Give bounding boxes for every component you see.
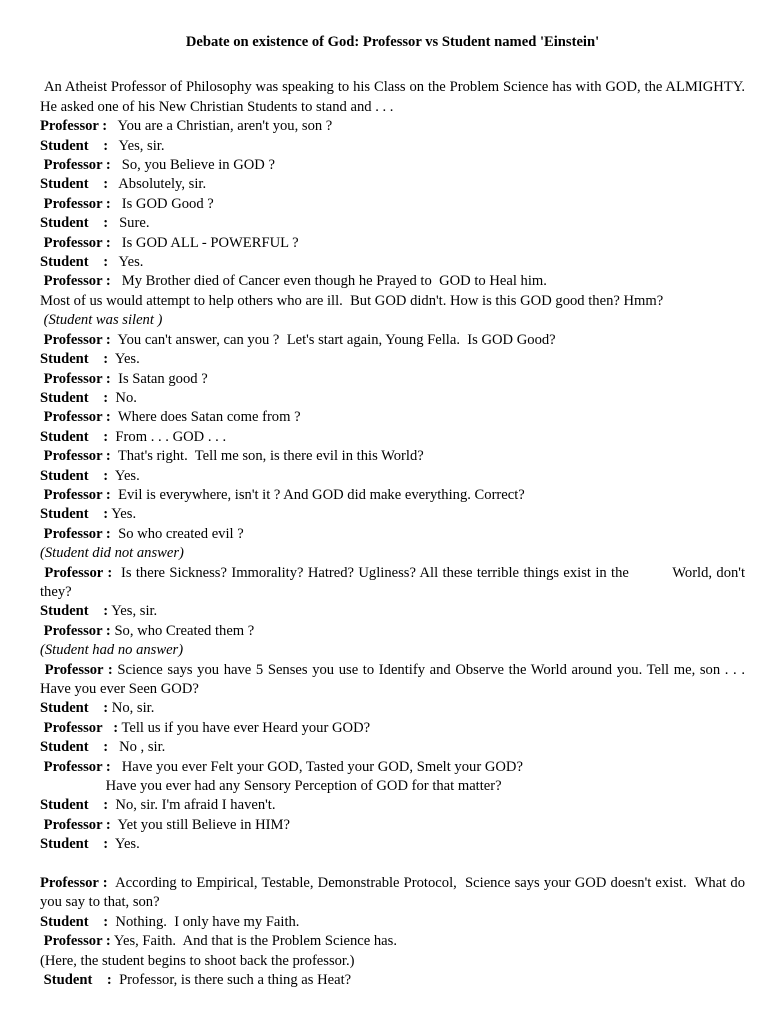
dialogue-text: Have you ever had any Sensory Perception of GOD for that matter?	[40, 778, 502, 795]
dialogue-text: That's right. Tell me son, is there evil in this World?	[110, 448, 424, 465]
dialogue-line	[40, 952, 745, 971]
blank-line	[40, 855, 745, 874]
dialogue-text: So, who Created them ?	[110, 622, 255, 639]
speaker-label: Student :	[40, 506, 109, 523]
dialogue-line	[40, 292, 745, 311]
dialogue-text: So who created evil ?	[110, 525, 244, 542]
dialogue-text: No , sir.	[108, 739, 166, 756]
dialogue-line	[40, 389, 745, 408]
speaker-label: Professor :	[40, 273, 111, 290]
stage-note: (Student was silent )	[40, 312, 163, 329]
document-title: Debate on existence of God: Professor vs Student named 'Einstein'	[185, 34, 600, 50]
dialogue-text: Yes.	[108, 467, 140, 484]
dialogue-line	[40, 350, 745, 369]
dialogue-text: Yet you still Believe in HIM?	[110, 816, 290, 833]
speaker-label: Professor :	[40, 525, 111, 542]
dialogue-text: Is there Sickness? Immorality? Hatred? Ugliness? All these terrible things exist in the World, don't they?	[40, 564, 749, 600]
speaker-label: Professor :	[40, 486, 111, 503]
speaker-label: Professor :	[40, 118, 108, 135]
speaker-label: Student :	[40, 254, 109, 271]
dialogue-line	[40, 175, 745, 194]
speaker-label: Student :	[40, 700, 109, 717]
dialogue-line	[40, 505, 745, 524]
dialogue-text: Nothing. I only have my Faith.	[108, 913, 300, 930]
dialogue-line	[40, 544, 745, 563]
dialogue-line	[40, 234, 745, 253]
dialogue-line	[40, 641, 745, 660]
intro-paragraph: An Atheist Professor of Philosophy was speaking to his Class on the Problem Science has with GOD, the ALMIGHTY. He asked one of his New Christian Students to stand and . . .	[40, 79, 745, 115]
dialogue-line	[40, 525, 745, 544]
speaker-label: Professor :	[40, 622, 111, 639]
speaker-label: Professor :	[40, 564, 113, 581]
speaker-label: Professor :	[40, 758, 111, 775]
speaker-label: Professor :	[40, 816, 111, 833]
dialogue-text: Most of us would attempt to help others who are ill. But GOD didn't. How is this GOD good then? Hmm?	[40, 292, 664, 309]
dialogue-line	[40, 738, 745, 757]
dialogue-line	[40, 214, 745, 233]
dialogue-text: Yes, sir.	[108, 137, 165, 154]
speaker-label: Student :	[40, 972, 112, 989]
speaker-label: Professor :	[40, 331, 111, 348]
speaker-label: Student :	[40, 603, 109, 620]
speaker-label: Professor :	[40, 157, 111, 174]
dialogue-text: Yes, sir.	[108, 603, 158, 620]
speaker-label: Professor :	[40, 875, 108, 892]
dialogue-text: Yes, Faith. And that is the Problem Science has.	[110, 933, 397, 950]
speaker-label: Professor :	[40, 933, 111, 950]
speaker-label: Student :	[40, 176, 109, 193]
speaker-label: Professor :	[40, 234, 111, 251]
dialogue-line	[40, 564, 749, 603]
speaker-label: Student :	[40, 137, 109, 154]
dialogue-line	[40, 117, 745, 136]
speaker-label: Student :	[40, 467, 109, 484]
dialogue-line	[40, 447, 745, 466]
dialogue-line	[40, 370, 745, 389]
dialogue-text: No, sir.	[108, 700, 155, 717]
dialogue-text: You can't answer, can you ? Let's start again, Young Fella. Is GOD Good?	[110, 331, 556, 348]
dialogue-text: Science says you have 5 Senses you use to Identify and Observe the World around you. Tell me, son . . . Have you ever Seen GOD?	[40, 661, 749, 697]
dialogue-line	[40, 932, 745, 951]
dialogue-text: Absolutely, sir.	[108, 176, 207, 193]
speaker-label: Professor :	[40, 370, 111, 387]
dialogue-text: Tell us if you have ever Heard your GOD?	[118, 719, 371, 736]
dialogue	[40, 117, 749, 990]
dialogue-text: Have you ever Felt your GOD, Tasted your GOD, Smelt your GOD?	[110, 758, 523, 775]
stage-note: (Student had no answer)	[40, 642, 184, 659]
dialogue-text: (Here, the student begins to shoot back the professor.)	[40, 952, 355, 969]
dialogue-text: From . . . GOD . . .	[108, 428, 227, 445]
dialogue-line	[40, 137, 745, 156]
dialogue-line	[40, 311, 745, 330]
dialogue-line	[40, 467, 745, 486]
speaker-label: Professor :	[40, 195, 111, 212]
dialogue-text: According to Empirical, Testable, Demonstrable Protocol, Science says your GOD doesn't exist. What do you say to that, son?	[40, 875, 749, 911]
speaker-label: Student :	[40, 215, 109, 232]
dialogue-line	[40, 602, 745, 621]
dialogue-line	[40, 622, 745, 641]
dialogue-line	[40, 661, 749, 700]
speaker-label: Professor :	[40, 448, 111, 465]
speaker-label: Student :	[40, 428, 109, 445]
dialogue-line	[40, 719, 745, 738]
speaker-label: Student :	[40, 797, 109, 814]
dialogue-text: Sure.	[108, 215, 150, 232]
speaker-label: Student :	[40, 351, 109, 368]
dialogue-line	[40, 195, 745, 214]
dialogue-text: Where does Satan come from ?	[110, 409, 301, 426]
dialogue-line	[40, 428, 745, 447]
dialogue-line	[40, 913, 745, 932]
dialogue-text: No, sir. I'm afraid I haven't.	[108, 797, 276, 814]
dialogue-line	[40, 486, 745, 505]
speaker-label: Student :	[40, 836, 109, 853]
dialogue-line	[40, 156, 745, 175]
dialogue-line	[40, 758, 745, 777]
dialogue-text: Is Satan good ?	[110, 370, 208, 387]
dialogue-line	[40, 971, 745, 990]
speaker-label: Professor :	[40, 719, 119, 736]
speaker-label: Student :	[40, 739, 109, 756]
dialogue-text: So, you Believe in GOD ?	[110, 157, 275, 174]
dialogue-text: Is GOD Good ?	[110, 195, 214, 212]
dialogue-line	[40, 835, 745, 854]
dialogue-line	[40, 874, 749, 913]
dialogue-line	[40, 331, 745, 350]
speaker-label: Professor :	[40, 661, 113, 678]
dialogue-line	[40, 816, 745, 835]
stage-note: (Student did not answer)	[40, 545, 184, 562]
dialogue-text: Evil is everywhere, isn't it ? And GOD did make everything. Correct?	[110, 486, 525, 503]
dialogue-line	[40, 272, 745, 291]
dialogue-line	[40, 408, 745, 427]
dialogue-text: Yes.	[108, 506, 137, 523]
dialogue-line	[40, 777, 745, 796]
dialogue-line	[40, 253, 745, 272]
dialogue-text: No.	[108, 389, 137, 406]
dialogue-line	[40, 796, 745, 815]
dialogue-text: Professor, is there such a thing as Heat?	[111, 972, 352, 989]
speaker-label: Student :	[40, 913, 109, 930]
dialogue-line	[40, 699, 745, 718]
dialogue-text: My Brother died of Cancer even though he Prayed to GOD to Heal him.	[110, 273, 547, 290]
speaker-label: Professor :	[40, 409, 111, 426]
dialogue-text: You are a Christian, aren't you, son ?	[107, 118, 333, 135]
dialogue-text: Yes.	[108, 351, 140, 368]
dialogue-text: Is GOD ALL - POWERFUL ?	[110, 234, 299, 251]
dialogue-text: Yes.	[108, 836, 140, 853]
dialogue-text: Yes.	[108, 254, 144, 271]
speaker-label: Student :	[40, 389, 109, 406]
